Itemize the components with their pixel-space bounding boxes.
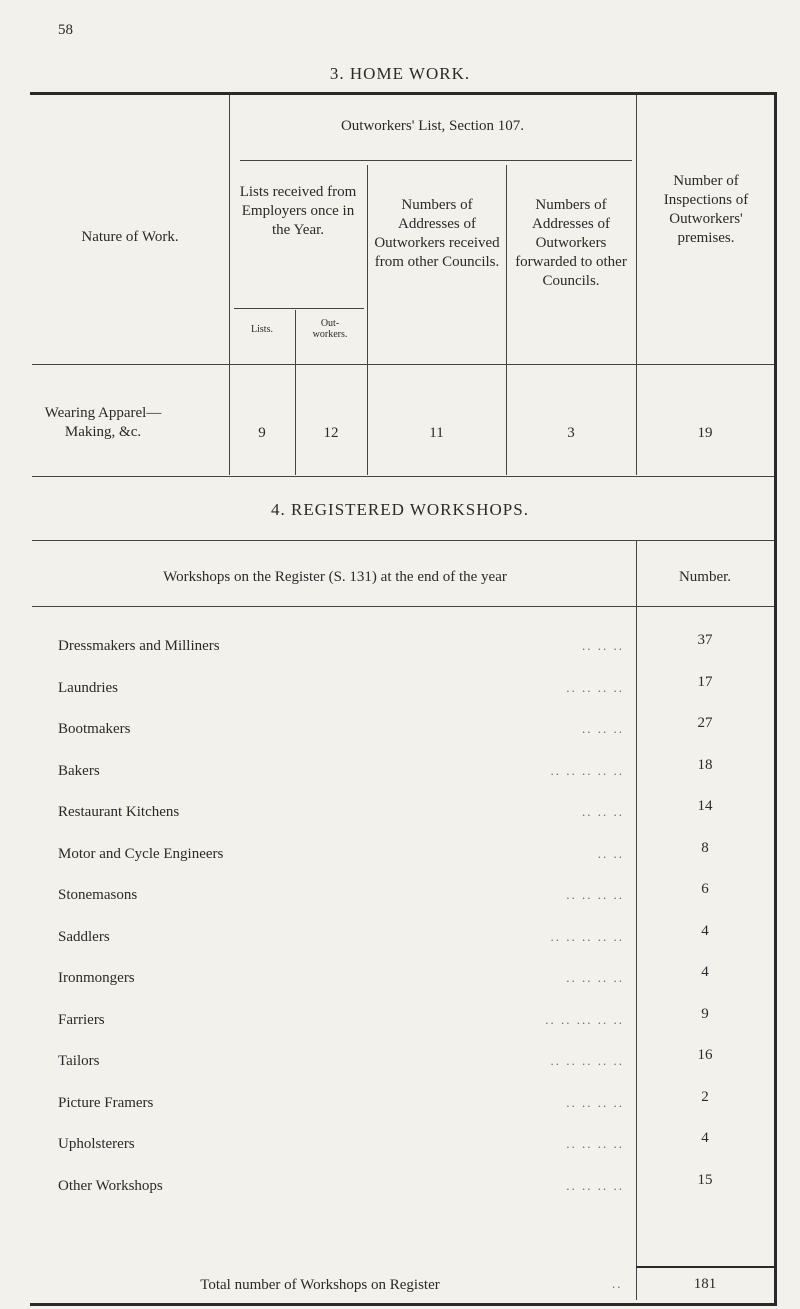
workshop-row-label: Upholsterers — [58, 1136, 135, 1152]
row-forwarded-value: 3 — [567, 425, 575, 441]
workshop-row-number: 37 — [697, 632, 713, 648]
workshop-row-number: 6 — [701, 881, 709, 897]
workshop-row-number: 2 — [701, 1088, 709, 1105]
workshop-row-label: Bakers — [58, 762, 100, 779]
workshop-row-label: Saddlers — [58, 928, 110, 945]
workshop-row-number: 14 — [697, 798, 713, 814]
total-label: Total number of Workshops on Register — [200, 1277, 440, 1293]
workshop-row-number: 9 — [701, 1005, 709, 1022]
workshop-row-dots: .. .. .. .. .. — [550, 762, 624, 778]
header-addresses-forwarded: Numbers of Addresses of Outworkers forwarded to other Councils. — [515, 197, 627, 289]
workshop-row-label: Tailors — [58, 1053, 100, 1069]
registered-workshops-title: 4. REGISTERED WORKSHOPS. — [271, 500, 529, 519]
col-divider-nature — [229, 95, 230, 475]
rule-registered-header-bottom — [32, 606, 774, 607]
workshop-row-dots: .. .. .. — [582, 721, 624, 736]
rule-outworkers-list — [240, 160, 632, 161]
workshop-row-dots: .. .. .. .. — [566, 970, 624, 985]
total-number: 181 — [693, 1276, 717, 1292]
row-lists-value: 9 — [258, 425, 266, 441]
workshop-row-number: 4 — [701, 1130, 709, 1146]
header-lists: Lists. — [251, 324, 273, 335]
workshop-row-label: Stonemasons — [58, 887, 138, 903]
row-outworkers-value: 12 — [323, 425, 339, 441]
header-number: Number. — [678, 569, 732, 585]
workshop-row-number: 15 — [697, 1171, 713, 1188]
workshop-row-dots: .. .. ... .. .. — [545, 1011, 624, 1027]
header-workshops-label: Workshops on the Register (S. 131) at the end of the year — [163, 569, 507, 585]
workshop-row-label: Motor and Cycle Engineers — [58, 845, 224, 862]
row-inspections-value: 19 — [697, 425, 713, 441]
workshop-row-dots: .. .. .. .. — [566, 1177, 624, 1193]
rule-lists-sub — [234, 308, 364, 309]
row-nature-of-work: Wearing Apparel— Making, &c. — [44, 405, 162, 440]
workshop-row-label: Bootmakers — [58, 721, 131, 737]
workshop-row-number: 4 — [701, 922, 709, 939]
workshop-row-number: 8 — [701, 839, 709, 856]
workshop-row-number: 16 — [697, 1047, 713, 1063]
table-frame — [30, 92, 777, 1306]
total-dots: .. — [612, 1276, 623, 1291]
header-lists-received: Lists received from Employers once in the Year. — [239, 184, 357, 238]
workshop-row-label: Other Workshops — [58, 1177, 163, 1194]
workshop-row-dots: .. .. .. .. — [566, 1094, 624, 1110]
rule-home-work-bottom — [32, 476, 774, 477]
workshop-row-label: Picture Framers — [58, 1094, 154, 1111]
col-divider-outworkers — [295, 310, 296, 475]
page-number: 58 — [58, 22, 73, 38]
header-outworkers-list: Outworkers' List, Section 107. — [340, 118, 525, 134]
rule-total-top — [636, 1266, 774, 1268]
home-work-title: 3. HOME WORK. — [329, 64, 471, 83]
workshop-row-dots: .. .. .. .. — [566, 1136, 624, 1151]
row-received-value: 11 — [429, 425, 444, 441]
header-inspections: Number of Inspections of Outworkers' premises. — [663, 173, 749, 246]
header-addresses-received: Numbers of Addresses of Outworkers received from other Councils. — [374, 197, 500, 270]
workshop-row-dots: .. .. .. — [582, 638, 624, 653]
workshop-row-dots: .. .. .. .. .. — [550, 928, 624, 944]
workshop-row-number: 18 — [697, 756, 713, 773]
workshop-row-label: Laundries — [58, 679, 118, 696]
workshop-row-label: Dressmakers and Milliners — [58, 638, 220, 654]
header-outworkers: Out- workers. — [312, 318, 348, 340]
workshop-row-dots: .. .. .. .. .. — [550, 1053, 624, 1068]
workshop-row-label: Restaurant Kitchens — [58, 804, 180, 820]
workshop-row-dots: .. .. .. .. — [566, 887, 624, 902]
workshop-row-number: 17 — [697, 673, 713, 690]
workshop-row-dots: .. .. .. .. — [566, 679, 624, 695]
rule-header-bottom — [32, 364, 774, 365]
header-nature-of-work: Nature of Work. — [81, 229, 179, 245]
rule-registered-top — [32, 540, 774, 541]
col-divider-inspections — [636, 95, 637, 475]
workshop-row-number: 27 — [697, 715, 713, 731]
workshop-row-label: Ironmongers — [58, 970, 135, 986]
workshop-row-dots: .. .. — [597, 845, 624, 861]
workshop-row-dots: .. .. .. — [582, 804, 624, 819]
workshop-row-label: Farriers — [58, 1011, 105, 1028]
workshop-row-number: 4 — [701, 964, 709, 980]
